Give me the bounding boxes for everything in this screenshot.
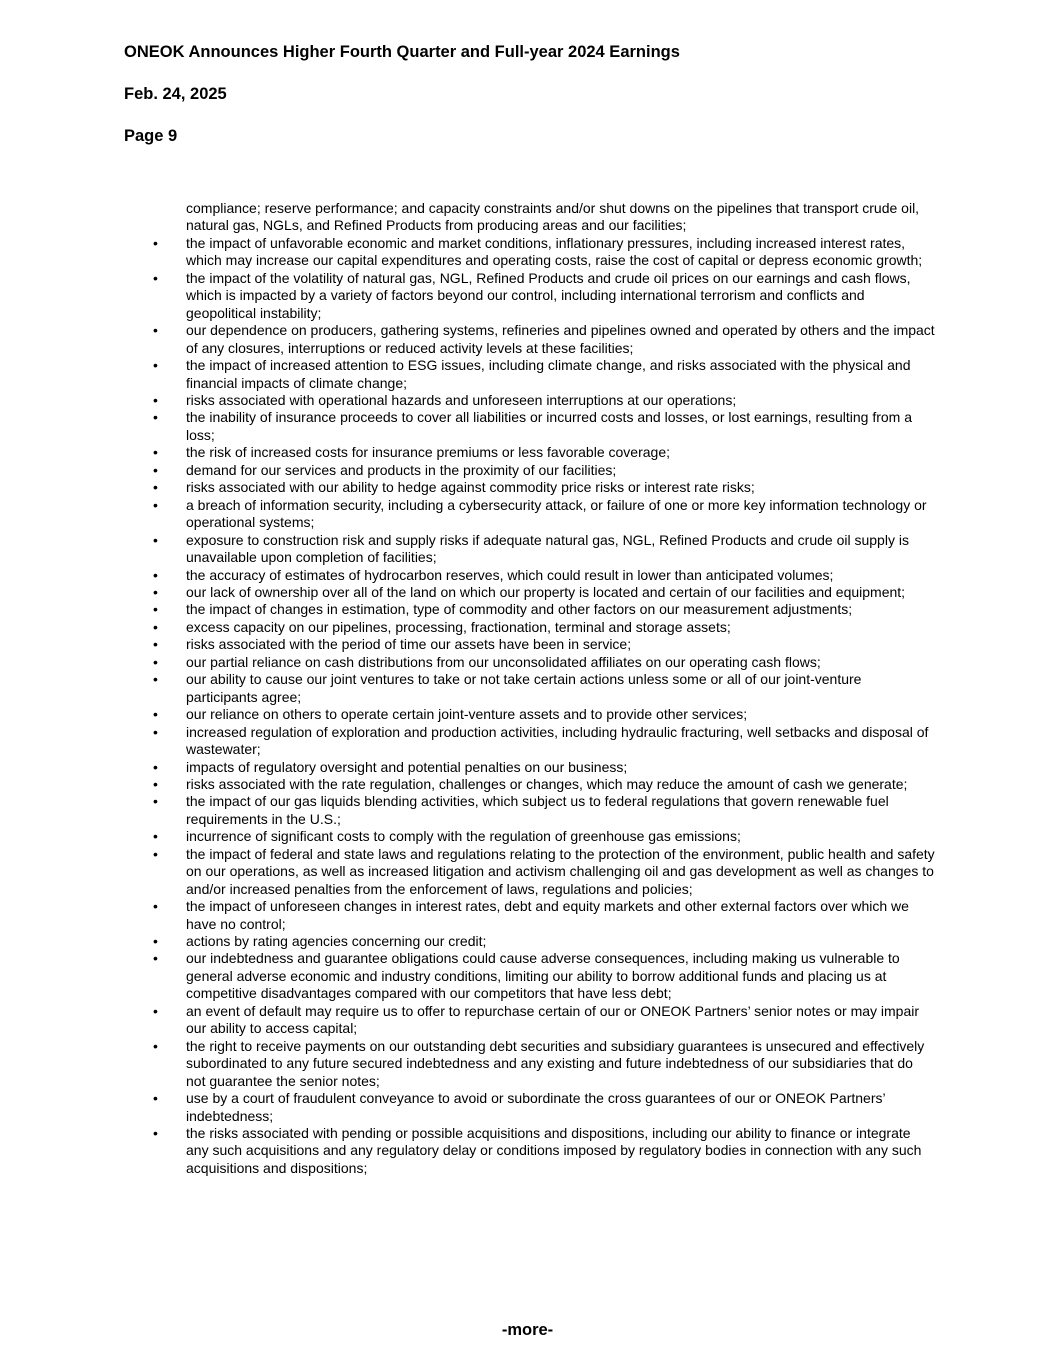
list-item-text: the impact of the volatility of natural gas, NGL, Refined Products and crude oil prices on our earnings and cash flows, which is impacted by a variety of factors beyond our control, including international terrorism and conflicts and geopolitical instability; <box>186 269 911 321</box>
list-item <box>153 706 935 723</box>
list-item-text: use by a court of fraudulent conveyance to avoid or subordinate the cross guarantees of our or ONEOK Partners’ indebtedness; <box>186 1090 886 1124</box>
list-item <box>153 357 935 392</box>
bullet-icon: • <box>153 496 158 513</box>
list-item <box>153 235 935 270</box>
list-item-text: the impact of our gas liquids blending activities, which subject us to federal regulations that govern renewable fuel requirements in the U.S.; <box>186 793 889 827</box>
list-item-text: our ability to cause our joint ventures to take or not take certain actions unless some or all of our joint-venture participants agree; <box>186 671 862 705</box>
list-item-text: the inability of insurance proceeds to cover all liabilities or incurred costs and losses, or lost earnings, resulting from a loss; <box>186 409 913 443</box>
list-item <box>153 1090 935 1125</box>
list-item-text: incurrence of significant costs to comply with the regulation of greenhouse gas emissions; <box>186 828 741 845</box>
list-item <box>153 724 935 759</box>
continued-bullet-text: compliance; reserve performance; and capacity constraints and/or shut downs on the pipelines that transport crude oil, natural gas, NGLs, and Refined Products from producing areas and our facilities; <box>186 200 920 234</box>
list-item <box>153 322 935 357</box>
list-item-text: actions by rating agencies concerning our credit; <box>186 933 487 950</box>
document-title: ONEOK Announces Higher Fourth Quarter and Full-year 2024 Earnings <box>124 43 680 61</box>
list-item-text: our indebtedness and guarantee obligations could cause adverse consequences, including making us vulnerable to general adverse economic and industry conditions, limiting our ability to borrow additional funds and placing us at competitive disadvantages compared with our competitors that have less debt; <box>186 950 900 1002</box>
bullet-icon: • <box>153 933 158 950</box>
bullet-icon: • <box>153 531 158 548</box>
bullet-icon: • <box>153 950 158 967</box>
list-item <box>153 933 935 950</box>
list-item <box>153 270 935 322</box>
bullet-icon: • <box>153 671 158 688</box>
list-item <box>153 462 935 479</box>
list-item <box>153 584 935 601</box>
list-item-text: demand for our services and products in the proximity of our facilities; <box>186 461 617 478</box>
bullet-icon: • <box>153 723 158 740</box>
list-item <box>153 601 935 618</box>
list-item-text: our dependence on producers, gathering systems, refineries and pipelines owned and operated by others and the impact of any closures, interruptions or reduced activity levels at these facilities; <box>186 322 935 356</box>
bullet-icon: • <box>153 618 158 635</box>
list-item-text: increased regulation of exploration and production activities, including hydraulic fracturing, well setbacks and disposal of wastewater; <box>186 723 929 758</box>
list-item-text: excess capacity on our pipelines, processing, fractionation, terminal and storage assets; <box>186 618 731 635</box>
bullet-icon: • <box>153 322 158 339</box>
list-item <box>153 759 935 776</box>
list-item <box>153 444 935 461</box>
bullet-icon: • <box>153 409 158 426</box>
list-item <box>153 671 935 706</box>
list-item <box>153 619 935 636</box>
bullet-icon: • <box>153 775 158 792</box>
list-item <box>153 532 935 567</box>
bullet-icon: • <box>153 234 158 251</box>
bullet-icon: • <box>153 269 158 286</box>
bullet-icon: • <box>153 583 158 600</box>
bullet-icon: • <box>153 1090 158 1107</box>
list-item-text: the impact of changes in estimation, type of commodity and other factors on our measurement adjustments; <box>186 601 853 618</box>
bullet-icon: • <box>153 1037 158 1054</box>
list-item-text: risks associated with the rate regulation, challenges or changes, which may reduce the amount of cash we generate; <box>186 775 908 792</box>
list-item <box>153 950 935 1002</box>
continuation-marker: -more- <box>501 1321 554 1339</box>
bullet-icon: • <box>153 461 158 478</box>
list-item-text: the impact of unfavorable economic and market conditions, inflationary pressures, including increased interest rates, which may increase our capital expenditures and operating costs, raise the cost of capital or depress economic growth; <box>186 234 923 269</box>
list-item <box>153 776 935 793</box>
bullet-icon: • <box>153 706 158 723</box>
bullet-icon: • <box>153 636 158 653</box>
list-item-text: the risks associated with pending or possible acquisitions and dispositions, including our ability to finance or integrate any such acquisitions and any regulatory delay or conditions imposed by regulatory bodies in connection with any such acquisitions and dispositions; <box>186 1125 922 1176</box>
bullet-icon: • <box>153 444 158 461</box>
bullet-icon: • <box>153 357 158 374</box>
list-item <box>153 793 935 828</box>
bullet-icon: • <box>153 793 158 810</box>
list-item-text: exposure to construction risk and supply risks if adequate natural gas, NGL, Refined Products and crude oil supply is unavailable upon completion of facilities; <box>186 531 909 566</box>
bullet-icon: • <box>153 1002 158 1019</box>
list-item-text: our reliance on others to operate certain joint-venture assets and to provide other services; <box>186 706 748 723</box>
bullet-icon: • <box>153 898 158 915</box>
document-date: Feb. 24, 2025 <box>124 85 227 103</box>
list-item-text: impacts of regulatory oversight and potential penalties on our business; <box>186 758 628 775</box>
list-item <box>153 1003 935 1038</box>
list-item <box>153 479 935 496</box>
bullet-icon: • <box>153 845 158 862</box>
list-item <box>153 1038 935 1090</box>
bullet-icon: • <box>153 828 158 845</box>
list-item <box>153 654 935 671</box>
list-item-text: the impact of increased attention to ESG issues, including climate change, and risks associated with the physical and financial impacts of climate change; <box>186 357 911 391</box>
list-item <box>153 567 935 584</box>
bullet-icon: • <box>153 391 158 408</box>
bullet-icon: • <box>153 479 158 496</box>
list-item-text: the impact of unforeseen changes in interest rates, debt and equity markets and other external factors over which we have no control; <box>186 898 909 932</box>
bullet-icon: • <box>153 758 158 775</box>
list-item-text: the risk of increased costs for insurance premiums or less favorable coverage; <box>186 444 670 461</box>
list-item <box>153 392 935 409</box>
list-item <box>153 497 935 532</box>
list-item-text: the accuracy of estimates of hydrocarbon reserves, which could result in lower than anticipated volumes; <box>186 566 834 583</box>
list-item-text: a breach of information security, including a cybersecurity attack, or failure of one or more key information technology or operational systems; <box>186 496 927 531</box>
risk-factors-section <box>153 200 935 1177</box>
list-item-text: our partial reliance on cash distributions from our unconsolidated affiliates on our operating cash flows; <box>186 653 821 670</box>
list-item-text: the right to receive payments on our outstanding debt securities and subsidiary guarantees is unsecured and effectively subordinated to any future secured indebtedness and any existing and future indebtedness of our subsidiaries that do not guarantee the senior notes; <box>186 1037 925 1089</box>
list-item-text: our lack of ownership over all of the land on which our property is located and certain of our facilities and equipment; <box>186 583 906 600</box>
risk-factor-list <box>153 235 935 1177</box>
list-item-text: risks associated with the period of time our assets have been in service; <box>186 636 632 653</box>
list-item <box>153 898 935 933</box>
bullet-icon: • <box>153 1125 158 1142</box>
list-item-text: an event of default may require us to offer to repurchase certain of our or ONEOK Partners’ senior notes or may impair our ability to access capital; <box>186 1002 920 1037</box>
list-item <box>153 409 935 444</box>
page-number: Page 9 <box>124 127 178 145</box>
list-item <box>153 636 935 653</box>
list-item-text: the impact of federal and state laws and regulations relating to the protection of the environment, public health and safety on our operations, as well as increased litigation and activism challenging oil and gas development as well as changes to and/or increased penalties from the enforcement of laws, regulations and policies; <box>186 845 935 897</box>
bullet-icon: • <box>153 566 158 583</box>
list-item <box>153 846 935 898</box>
list-item-text: risks associated with operational hazards and unforeseen interruptions at our operations; <box>186 391 737 408</box>
bullet-icon: • <box>153 653 158 670</box>
list-item <box>153 1125 935 1177</box>
bullet-icon: • <box>153 601 158 618</box>
list-item <box>153 828 935 845</box>
list-item-text: risks associated with our ability to hedge against commodity price risks or interest rate risks; <box>186 479 755 496</box>
